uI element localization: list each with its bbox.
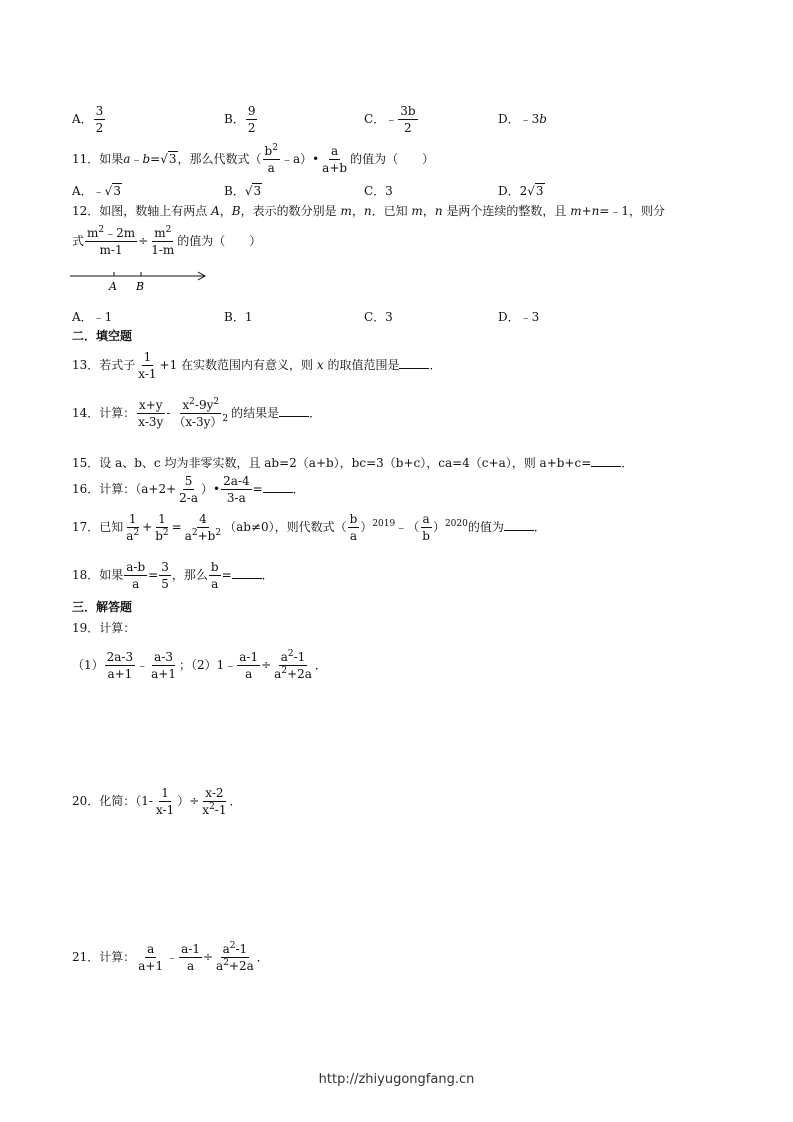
q10-option-b: B． $\frac{9}{2}$ — [224, 104, 256, 135]
fraction: $\frac{a}{a+b}$ — [322, 144, 348, 175]
answer-blank[interactable] — [263, 481, 293, 493]
fraction: $\frac{x+y}{x-3y}$ — [138, 398, 164, 429]
question-12-line2: 式 $\frac{m^2﹣2m}{m-1}$ ÷ $\frac{m^2}{1-m}$ 的值为（ ） — [72, 225, 262, 257]
fraction: $\frac{x-2}{x^2-1}$ — [202, 786, 227, 817]
q12-option-a: A．﹣1 — [72, 310, 113, 324]
fraction: $\frac{3}{2}$ — [95, 104, 104, 135]
number-line-figure — [70, 268, 210, 294]
footer-url[interactable]: http://zhiyugongfang.cn — [318, 1072, 475, 1087]
section-heading-fill-in: 二．填空题 — [72, 329, 133, 343]
fraction: $\frac{5}{2-a}$ — [179, 474, 199, 505]
question-12-line1: 12．如图，数轴上有两点 A，B，表示的数分别是 m，n．已知 m，n 是两个连续的整数，且 m+n=﹣1，则分 — [72, 204, 666, 218]
question-13: 13．若式子 $\frac{1}{x-1}$ +1 在实数范围内有意义，则 x 的取值范围是 ． — [72, 350, 442, 381]
answer-blank[interactable] — [504, 519, 534, 531]
q11-option-d: D．2√3 — [498, 184, 544, 198]
point-b-label: B — [136, 280, 145, 293]
q11-option-c: C．3 — [364, 184, 393, 198]
fraction: $\frac{1}{x-1}$ — [155, 786, 175, 817]
fraction: $\frac{9}{2}$ — [247, 104, 256, 135]
fraction: $\frac{1}{x-1}$ — [138, 350, 157, 381]
fraction: $\frac{1}{b^2}$ — [155, 512, 169, 543]
fraction: $\frac{2a-3}{a+1}$ — [106, 650, 134, 681]
q10-option-d: D．﹣3b — [498, 112, 547, 126]
q10-option-c: C．﹣ $\frac{3b}{2}$ — [364, 104, 416, 135]
fraction: $\frac{b}{a}$ — [349, 512, 358, 543]
fraction: $\frac{b^2}{a}$ — [264, 143, 278, 175]
fraction: $\frac{b}{a}$ — [210, 560, 219, 591]
question-16: 16．计算：（a+2+ $\frac{5}{2-a}$ ）• $\frac{2a-4}{3-a}$ = ． — [72, 474, 305, 505]
fraction: $\frac{3b}{2}$ — [400, 104, 416, 135]
fraction: $\frac{a^2-1}{a^2+2a}$ — [274, 649, 312, 681]
answer-blank[interactable] — [232, 567, 262, 579]
fraction: $\frac{a-1}{a}$ — [239, 650, 259, 681]
q12-option-b: B．1 — [224, 310, 253, 324]
fraction: $\frac{m^2}{1-m}$ — [151, 225, 175, 257]
question-19-head: 19．计算： — [72, 621, 136, 635]
q11-option-b: B．√3 — [224, 184, 262, 198]
fraction: $\frac{x^2-9y^2}{(x-3y)^2}$ — [173, 397, 229, 429]
fraction: $\frac{a-b}{a}$ — [126, 560, 146, 591]
fraction: $\frac{4}{a^2+b^2}$ — [184, 512, 222, 543]
question-14: 14．计算： $\frac{x+y}{x-3y}$ - $\frac{x^2-9y^2}{(x-3y)^2}$ 的结果是 ． — [72, 397, 322, 429]
point-a-label: A — [109, 280, 117, 293]
section-heading-solve: 三．解答题 — [72, 600, 133, 614]
question-20: 20．化简：（1- $\frac{1}{x-1}$ ）÷ $\frac{x-2}{x^2-1}$ ． — [72, 786, 242, 817]
fraction: $\frac{3}{5}$ — [161, 560, 169, 591]
fraction: $\frac{m^2﹣2m}{m-1}$ — [87, 225, 136, 257]
question-15: 15．设 a、b、c 均为非零实数，且 ab=2（a+b），bc=3（b+c），ca=4（c+a），则 a+b+c= ． — [72, 456, 634, 470]
fraction: $\frac{a-1}{a}$ — [181, 942, 200, 973]
answer-blank[interactable] — [279, 405, 309, 417]
fraction: $\frac{a}{b}$ — [422, 512, 430, 543]
fraction: $\frac{2a-4}{3-a}$ — [223, 474, 250, 505]
fraction: $\frac{a^2-1}{a^2+2a}$ — [216, 941, 254, 973]
fraction: $\frac{a}{a+1}$ — [138, 942, 164, 973]
answer-blank[interactable] — [591, 455, 621, 467]
question-11: 11．如果a﹣b=√3，那么代数式（ $\frac{b^2}{a}$ ﹣a）• $\frac{a}{a+b}$ 的值为（ ） — [72, 143, 435, 175]
question-18: 18．如果 $\frac{a-b}{a}$ = $\frac{3}{5}$ ，那么 $\frac{b}{a}$ = ． — [72, 560, 274, 591]
q12-option-d: D．﹣3 — [498, 310, 540, 324]
fraction: $\frac{1}{a^2}$ — [126, 512, 140, 543]
question-19: （1） $\frac{2a-3}{a+1}$ ﹣ $\frac{a-3}{a+1}$ ；（2）1﹣ $\frac{a-1}{a}$ ÷ $\frac{a^2-1}{a^2+2a}$ ． — [72, 649, 327, 681]
answer-blank[interactable] — [399, 357, 429, 369]
fraction: $\frac{a-3}{a+1}$ — [151, 650, 176, 681]
question-17: 17．已知 $\frac{1}{a^2}$ + $\frac{1}{b^2}$ = $\frac{4}{a^2+b^2}$ （ab≠0），则代数式（ $\frac{b}{a}$ ）$^{2019}$﹣（ $\frac{a}{b}$ ）$^{2020}$的值为 ． — [72, 512, 546, 543]
question-21: 21．计算： $\frac{a}{a+1}$ ﹣ $\frac{a-1}{a}$ ÷ $\frac{a^2-1}{a^2+2a}$ ． — [72, 941, 269, 973]
q10-option-a: A． $\frac{3}{2}$ — [72, 104, 104, 135]
q12-option-c: C．3 — [364, 310, 393, 324]
q11-option-a: A．﹣√3 — [72, 184, 121, 198]
